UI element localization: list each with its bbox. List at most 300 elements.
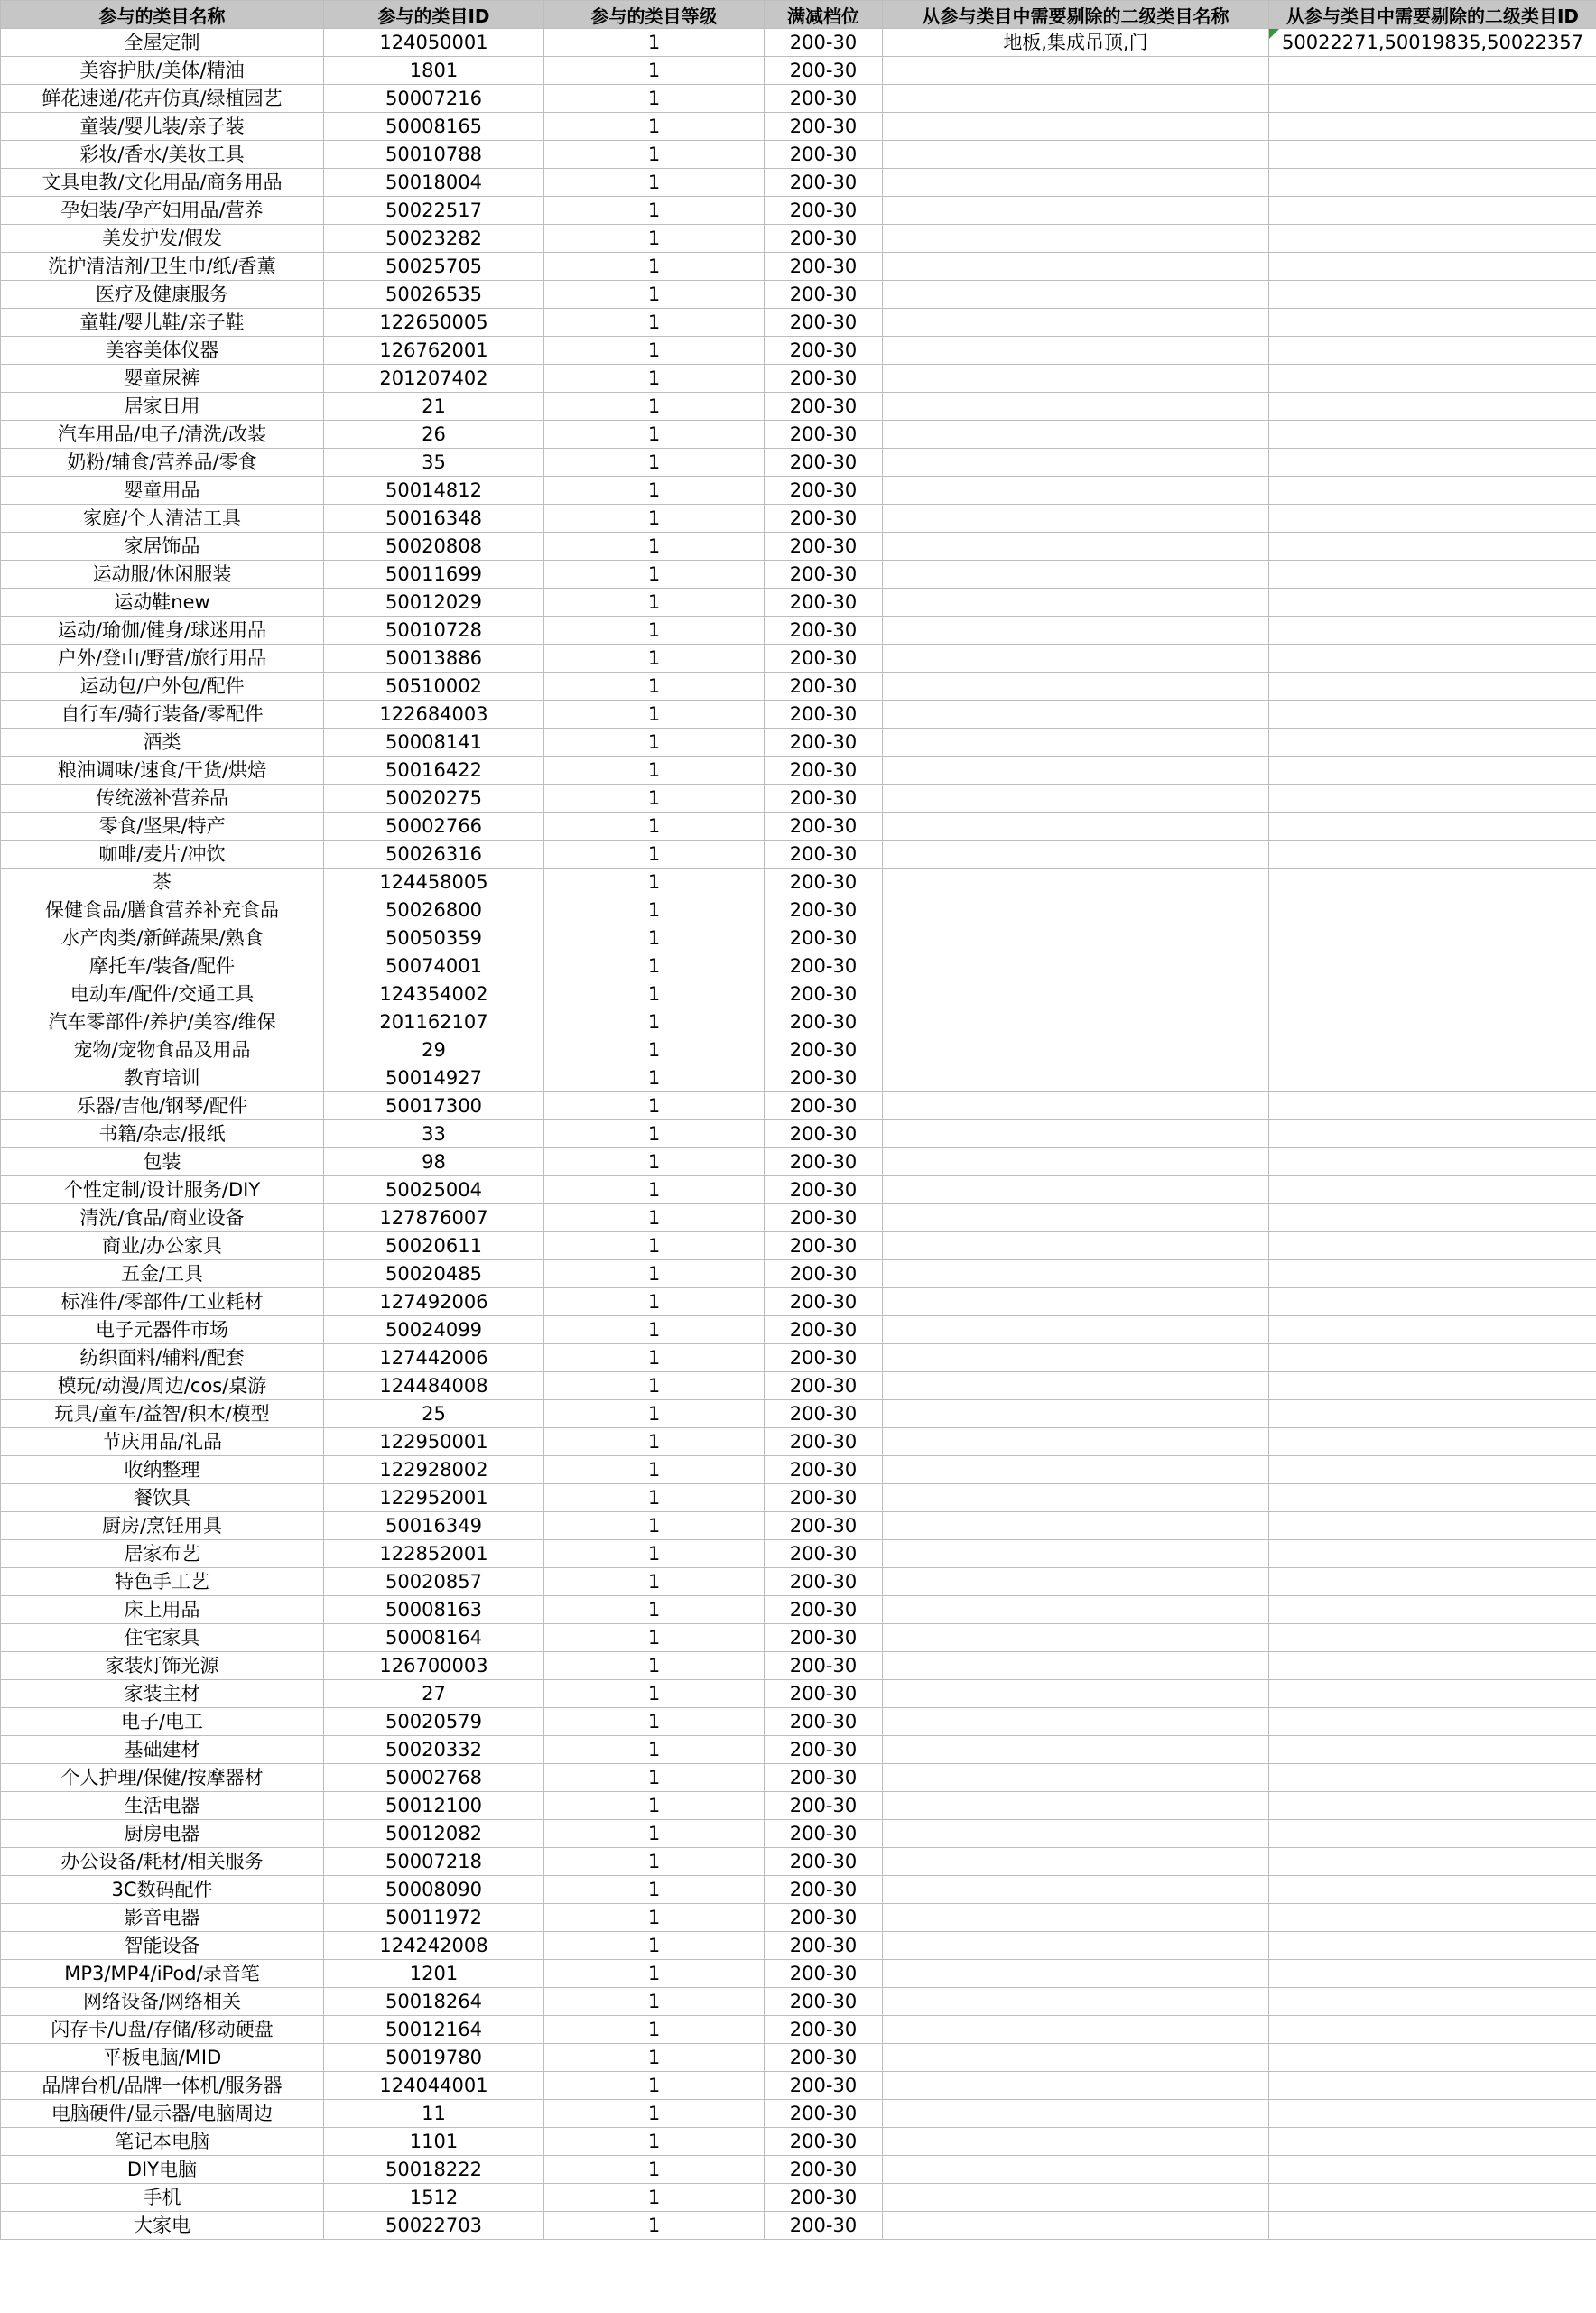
- cell-discount-tier[interactable]: 200-30: [765, 29, 883, 57]
- cell-category-id[interactable]: 50008165: [324, 113, 544, 141]
- cell-excluded-subcategory-id[interactable]: [1269, 2044, 1596, 2072]
- cell-discount-tier[interactable]: 200-30: [765, 924, 883, 952]
- cell-excluded-subcategory-name[interactable]: [883, 477, 1269, 505]
- cell-discount-tier[interactable]: 200-30: [765, 1372, 883, 1400]
- cell-category-level[interactable]: 1: [544, 2128, 765, 2156]
- cell-discount-tier[interactable]: 200-30: [765, 1428, 883, 1456]
- cell-discount-tier[interactable]: 200-30: [765, 1064, 883, 1092]
- cell-category-name[interactable]: 五金/工具: [1, 1260, 324, 1288]
- cell-category-name[interactable]: 电子/电工: [1, 1708, 324, 1736]
- cell-category-level[interactable]: 1: [544, 1036, 765, 1064]
- cell-category-id[interactable]: 122928002: [324, 1456, 544, 1484]
- cell-category-name[interactable]: 品牌台机/品牌一体机/服务器: [1, 2072, 324, 2100]
- cell-category-level[interactable]: 1: [544, 1904, 765, 1932]
- cell-category-id[interactable]: 50050359: [324, 924, 544, 952]
- cell-category-level[interactable]: 1: [544, 1372, 765, 1400]
- cell-category-name[interactable]: 教育培训: [1, 1064, 324, 1092]
- cell-category-id[interactable]: 122950001: [324, 1428, 544, 1456]
- cell-category-level[interactable]: 1: [544, 2072, 765, 2100]
- cell-discount-tier[interactable]: 200-30: [765, 1988, 883, 2016]
- cell-category-name[interactable]: 运动鞋new: [1, 589, 324, 617]
- cell-excluded-subcategory-id[interactable]: [1269, 1876, 1596, 1904]
- cell-excluded-subcategory-name[interactable]: [883, 1260, 1269, 1288]
- cell-category-name[interactable]: 节庆用品/礼品: [1, 1428, 324, 1456]
- cell-discount-tier[interactable]: 200-30: [765, 1764, 883, 1792]
- cell-category-id[interactable]: 50020808: [324, 533, 544, 561]
- cell-category-id[interactable]: 50011699: [324, 561, 544, 589]
- cell-category-level[interactable]: 1: [544, 1120, 765, 1148]
- cell-excluded-subcategory-id[interactable]: [1269, 1204, 1596, 1232]
- cell-excluded-subcategory-id[interactable]: [1269, 1036, 1596, 1064]
- cell-category-name[interactable]: 汽车零部件/养护/美容/维保: [1, 1008, 324, 1036]
- cell-category-level[interactable]: 1: [544, 924, 765, 952]
- cell-excluded-subcategory-name[interactable]: [883, 561, 1269, 589]
- cell-excluded-subcategory-name[interactable]: [883, 57, 1269, 85]
- cell-excluded-subcategory-name[interactable]: [883, 673, 1269, 701]
- cell-excluded-subcategory-name[interactable]: [883, 1960, 1269, 1988]
- cell-category-id[interactable]: 122852001: [324, 1540, 544, 1568]
- cell-excluded-subcategory-name[interactable]: [883, 1456, 1269, 1484]
- cell-category-name[interactable]: 户外/登山/野营/旅行用品: [1, 645, 324, 673]
- cell-category-id[interactable]: 1201: [324, 1960, 544, 1988]
- cell-excluded-subcategory-id[interactable]: [1269, 1596, 1596, 1624]
- cell-excluded-subcategory-name[interactable]: [883, 197, 1269, 225]
- cell-excluded-subcategory-id[interactable]: [1269, 1512, 1596, 1540]
- cell-excluded-subcategory-id[interactable]: [1269, 2212, 1596, 2240]
- cell-category-name[interactable]: 孕妇装/孕产妇用品/营养: [1, 197, 324, 225]
- cell-category-level[interactable]: 1: [544, 1204, 765, 1232]
- cell-category-name[interactable]: 摩托车/装备/配件: [1, 952, 324, 980]
- cell-excluded-subcategory-id[interactable]: [1269, 85, 1596, 113]
- cell-excluded-subcategory-name[interactable]: [883, 365, 1269, 393]
- cell-category-level[interactable]: 1: [544, 337, 765, 365]
- cell-excluded-subcategory-id[interactable]: [1269, 2100, 1596, 2128]
- cell-discount-tier[interactable]: 200-30: [765, 1120, 883, 1148]
- cell-category-name[interactable]: 运动/瑜伽/健身/球迷用品: [1, 617, 324, 645]
- cell-discount-tier[interactable]: 200-30: [765, 477, 883, 505]
- cell-category-name[interactable]: 纺织面料/辅料/配套: [1, 1344, 324, 1372]
- cell-excluded-subcategory-id[interactable]: [1269, 1372, 1596, 1400]
- cell-excluded-subcategory-id[interactable]: [1269, 141, 1596, 169]
- cell-category-id[interactable]: 26: [324, 421, 544, 449]
- cell-excluded-subcategory-name[interactable]: [883, 1316, 1269, 1344]
- header-category-level[interactable]: 参与的类目等级: [544, 1, 765, 29]
- cell-discount-tier[interactable]: 200-30: [765, 449, 883, 477]
- cell-category-id[interactable]: 50019780: [324, 2044, 544, 2072]
- cell-discount-tier[interactable]: 200-30: [765, 1316, 883, 1344]
- cell-category-name[interactable]: 美容美体仪器: [1, 337, 324, 365]
- cell-category-id[interactable]: 21: [324, 393, 544, 421]
- cell-discount-tier[interactable]: 200-30: [765, 1204, 883, 1232]
- cell-category-level[interactable]: 1: [544, 1792, 765, 1820]
- cell-excluded-subcategory-id[interactable]: 50022271,50019835,50022357: [1269, 29, 1596, 57]
- cell-discount-tier[interactable]: 200-30: [765, 701, 883, 729]
- cell-category-name[interactable]: 家装主材: [1, 1680, 324, 1708]
- cell-excluded-subcategory-name[interactable]: [883, 1904, 1269, 1932]
- cell-category-id[interactable]: 50010788: [324, 141, 544, 169]
- cell-excluded-subcategory-id[interactable]: [1269, 1652, 1596, 1680]
- cell-discount-tier[interactable]: 200-30: [765, 757, 883, 785]
- cell-category-id[interactable]: 29: [324, 1036, 544, 1064]
- cell-discount-tier[interactable]: 200-30: [765, 393, 883, 421]
- cell-discount-tier[interactable]: 200-30: [765, 1792, 883, 1820]
- cell-category-level[interactable]: 1: [544, 1540, 765, 1568]
- cell-excluded-subcategory-name[interactable]: [883, 896, 1269, 924]
- header-excluded-subcategory-name[interactable]: 从参与类目中需要剔除的二级类目名称: [883, 1, 1269, 29]
- cell-excluded-subcategory-name[interactable]: [883, 449, 1269, 477]
- cell-excluded-subcategory-name[interactable]: [883, 337, 1269, 365]
- cell-category-id[interactable]: 50012082: [324, 1820, 544, 1848]
- cell-category-name[interactable]: 童装/婴儿装/亲子装: [1, 113, 324, 141]
- cell-discount-tier[interactable]: 200-30: [765, 141, 883, 169]
- cell-category-name[interactable]: 咖啡/麦片/冲饮: [1, 841, 324, 869]
- cell-discount-tier[interactable]: 200-30: [765, 1596, 883, 1624]
- cell-excluded-subcategory-name[interactable]: [883, 1596, 1269, 1624]
- cell-category-id[interactable]: 124458005: [324, 869, 544, 896]
- cell-category-name[interactable]: 汽车用品/电子/清洗/改装: [1, 421, 324, 449]
- cell-category-name[interactable]: 包装: [1, 1148, 324, 1176]
- cell-discount-tier[interactable]: 200-30: [765, 2212, 883, 2240]
- cell-category-level[interactable]: 1: [544, 57, 765, 85]
- cell-category-name[interactable]: 厨房电器: [1, 1820, 324, 1848]
- cell-category-level[interactable]: 1: [544, 1652, 765, 1680]
- cell-category-name[interactable]: 清洗/食品/商业设备: [1, 1204, 324, 1232]
- cell-category-level[interactable]: 1: [544, 1512, 765, 1540]
- cell-category-id[interactable]: 50020579: [324, 1708, 544, 1736]
- cell-category-level[interactable]: 1: [544, 589, 765, 617]
- cell-discount-tier[interactable]: 200-30: [765, 952, 883, 980]
- cell-excluded-subcategory-id[interactable]: [1269, 1960, 1596, 1988]
- cell-excluded-subcategory-id[interactable]: [1269, 1932, 1596, 1960]
- cell-category-id[interactable]: 50026316: [324, 841, 544, 869]
- cell-category-name[interactable]: 零食/坚果/特产: [1, 813, 324, 841]
- cell-excluded-subcategory-id[interactable]: [1269, 1316, 1596, 1344]
- cell-category-name[interactable]: 书籍/杂志/报纸: [1, 1120, 324, 1148]
- cell-excluded-subcategory-id[interactable]: [1269, 952, 1596, 980]
- cell-category-level[interactable]: 1: [544, 813, 765, 841]
- cell-discount-tier[interactable]: 200-30: [765, 589, 883, 617]
- cell-category-name[interactable]: 洗护清洁剂/卫生巾/纸/香薰: [1, 253, 324, 281]
- cell-category-id[interactable]: 50020857: [324, 1568, 544, 1596]
- cell-category-level[interactable]: 1: [544, 1148, 765, 1176]
- cell-discount-tier[interactable]: 200-30: [765, 1036, 883, 1064]
- cell-excluded-subcategory-name[interactable]: [883, 1484, 1269, 1512]
- cell-category-level[interactable]: 1: [544, 1876, 765, 1904]
- cell-excluded-subcategory-id[interactable]: [1269, 2156, 1596, 2184]
- cell-excluded-subcategory-id[interactable]: [1269, 253, 1596, 281]
- cell-excluded-subcategory-name[interactable]: [883, 1400, 1269, 1428]
- cell-category-id[interactable]: 124484008: [324, 1372, 544, 1400]
- cell-excluded-subcategory-id[interactable]: [1269, 421, 1596, 449]
- cell-category-level[interactable]: 1: [544, 757, 765, 785]
- cell-category-level[interactable]: 1: [544, 1484, 765, 1512]
- cell-excluded-subcategory-id[interactable]: [1269, 1008, 1596, 1036]
- cell-excluded-subcategory-id[interactable]: [1269, 673, 1596, 701]
- cell-excluded-subcategory-id[interactable]: [1269, 813, 1596, 841]
- header-discount-tier[interactable]: 满减档位: [765, 1, 883, 29]
- cell-category-id[interactable]: 50012029: [324, 589, 544, 617]
- cell-category-name[interactable]: 电子元器件市场: [1, 1316, 324, 1344]
- cell-discount-tier[interactable]: 200-30: [765, 1932, 883, 1960]
- cell-category-name[interactable]: 大家电: [1, 2212, 324, 2240]
- header-category-name[interactable]: 参与的类目名称: [1, 1, 324, 29]
- cell-category-level[interactable]: 1: [544, 449, 765, 477]
- cell-category-id[interactable]: 50007218: [324, 1848, 544, 1876]
- cell-excluded-subcategory-name[interactable]: [883, 1988, 1269, 2016]
- cell-category-level[interactable]: 1: [544, 673, 765, 701]
- header-excluded-subcategory-id[interactable]: 从参与类目中需要剔除的二级类目ID: [1269, 1, 1596, 29]
- cell-excluded-subcategory-id[interactable]: [1269, 309, 1596, 337]
- cell-excluded-subcategory-id[interactable]: [1269, 113, 1596, 141]
- cell-excluded-subcategory-id[interactable]: [1269, 701, 1596, 729]
- cell-excluded-subcategory-id[interactable]: [1269, 841, 1596, 869]
- cell-category-level[interactable]: 1: [544, 2016, 765, 2044]
- cell-excluded-subcategory-id[interactable]: [1269, 1092, 1596, 1120]
- cell-excluded-subcategory-name[interactable]: [883, 2128, 1269, 2156]
- cell-category-level[interactable]: 1: [544, 2156, 765, 2184]
- cell-category-name[interactable]: 保健食品/膳食营养补充食品: [1, 896, 324, 924]
- cell-excluded-subcategory-name[interactable]: [883, 1540, 1269, 1568]
- cell-category-id[interactable]: 50016422: [324, 757, 544, 785]
- cell-discount-tier[interactable]: 200-30: [765, 1344, 883, 1372]
- cell-excluded-subcategory-id[interactable]: [1269, 1736, 1596, 1764]
- cell-category-id[interactable]: 50026800: [324, 896, 544, 924]
- cell-category-level[interactable]: 1: [544, 1064, 765, 1092]
- cell-category-name[interactable]: 基础建材: [1, 1736, 324, 1764]
- cell-excluded-subcategory-name[interactable]: [883, 2184, 1269, 2212]
- cell-category-level[interactable]: 1: [544, 645, 765, 673]
- cell-category-id[interactable]: 50510002: [324, 673, 544, 701]
- cell-category-name[interactable]: 住宅家具: [1, 1624, 324, 1652]
- cell-category-name[interactable]: 3C数码配件: [1, 1876, 324, 1904]
- cell-discount-tier[interactable]: 200-30: [765, 561, 883, 589]
- cell-category-level[interactable]: 1: [544, 85, 765, 113]
- cell-category-level[interactable]: 1: [544, 1736, 765, 1764]
- cell-excluded-subcategory-name[interactable]: [883, 1120, 1269, 1148]
- cell-category-name[interactable]: 美发护发/假发: [1, 225, 324, 253]
- cell-excluded-subcategory-id[interactable]: [1269, 589, 1596, 617]
- cell-category-level[interactable]: 1: [544, 281, 765, 309]
- cell-excluded-subcategory-name[interactable]: [883, 785, 1269, 813]
- cell-excluded-subcategory-name[interactable]: [883, 1372, 1269, 1400]
- cell-excluded-subcategory-id[interactable]: [1269, 477, 1596, 505]
- cell-discount-tier[interactable]: 200-30: [765, 1652, 883, 1680]
- cell-excluded-subcategory-name[interactable]: [883, 141, 1269, 169]
- cell-excluded-subcategory-name[interactable]: [883, 393, 1269, 421]
- cell-excluded-subcategory-id[interactable]: [1269, 1176, 1596, 1204]
- cell-category-level[interactable]: 1: [544, 1820, 765, 1848]
- cell-category-id[interactable]: 50014812: [324, 477, 544, 505]
- cell-excluded-subcategory-name[interactable]: [883, 169, 1269, 197]
- cell-category-id[interactable]: 122952001: [324, 1484, 544, 1512]
- cell-excluded-subcategory-name[interactable]: [883, 1036, 1269, 1064]
- cell-category-id[interactable]: 33: [324, 1120, 544, 1148]
- cell-category-name[interactable]: 商业/办公家具: [1, 1232, 324, 1260]
- cell-category-level[interactable]: 1: [544, 309, 765, 337]
- cell-excluded-subcategory-id[interactable]: [1269, 980, 1596, 1008]
- cell-excluded-subcategory-id[interactable]: [1269, 1540, 1596, 1568]
- cell-discount-tier[interactable]: 200-30: [765, 1260, 883, 1288]
- cell-excluded-subcategory-name[interactable]: [883, 1708, 1269, 1736]
- cell-category-name[interactable]: 家居饰品: [1, 533, 324, 561]
- cell-discount-tier[interactable]: 200-30: [765, 813, 883, 841]
- cell-excluded-subcategory-name[interactable]: [883, 1512, 1269, 1540]
- cell-category-name[interactable]: 奶粉/辅食/营养品/零食: [1, 449, 324, 477]
- cell-excluded-subcategory-id[interactable]: [1269, 1568, 1596, 1596]
- cell-excluded-subcategory-name[interactable]: [883, 1232, 1269, 1260]
- cell-category-id[interactable]: 50016349: [324, 1512, 544, 1540]
- cell-excluded-subcategory-id[interactable]: [1269, 1680, 1596, 1708]
- cell-category-name[interactable]: 特色手工艺: [1, 1568, 324, 1596]
- cell-excluded-subcategory-name[interactable]: [883, 2044, 1269, 2072]
- cell-category-id[interactable]: 50022703: [324, 2212, 544, 2240]
- cell-category-level[interactable]: 1: [544, 1960, 765, 1988]
- cell-category-level[interactable]: 1: [544, 729, 765, 757]
- cell-category-name[interactable]: 运动服/休闲服装: [1, 561, 324, 589]
- cell-discount-tier[interactable]: 200-30: [765, 169, 883, 197]
- cell-excluded-subcategory-name[interactable]: [883, 1288, 1269, 1316]
- cell-excluded-subcategory-name[interactable]: [883, 924, 1269, 952]
- cell-discount-tier[interactable]: 200-30: [765, 1568, 883, 1596]
- cell-category-name[interactable]: 平板电脑/MID: [1, 2044, 324, 2072]
- cell-excluded-subcategory-id[interactable]: [1269, 1484, 1596, 1512]
- cell-excluded-subcategory-id[interactable]: [1269, 2184, 1596, 2212]
- cell-category-name[interactable]: 鲜花速递/花卉仿真/绿植园艺: [1, 85, 324, 113]
- cell-category-level[interactable]: 1: [544, 1316, 765, 1344]
- cell-category-level[interactable]: 1: [544, 1008, 765, 1036]
- cell-excluded-subcategory-name[interactable]: [883, 85, 1269, 113]
- cell-excluded-subcategory-name[interactable]: [883, 2156, 1269, 2184]
- cell-discount-tier[interactable]: 200-30: [765, 2016, 883, 2044]
- cell-category-level[interactable]: 1: [544, 533, 765, 561]
- cell-category-id[interactable]: 50007216: [324, 85, 544, 113]
- cell-category-name[interactable]: 电脑硬件/显示器/电脑周边: [1, 2100, 324, 2128]
- cell-category-id[interactable]: 50011972: [324, 1904, 544, 1932]
- cell-category-id[interactable]: 124050001: [324, 29, 544, 57]
- cell-excluded-subcategory-name[interactable]: [883, 1764, 1269, 1792]
- cell-category-name[interactable]: 网络设备/网络相关: [1, 1988, 324, 2016]
- cell-category-id[interactable]: 27: [324, 1680, 544, 1708]
- cell-excluded-subcategory-id[interactable]: [1269, 449, 1596, 477]
- cell-category-name[interactable]: 生活电器: [1, 1792, 324, 1820]
- cell-excluded-subcategory-id[interactable]: [1269, 1904, 1596, 1932]
- cell-discount-tier[interactable]: 200-30: [765, 505, 883, 533]
- cell-excluded-subcategory-id[interactable]: [1269, 1148, 1596, 1176]
- cell-discount-tier[interactable]: 200-30: [765, 1876, 883, 1904]
- cell-category-name[interactable]: 文具电教/文化用品/商务用品: [1, 169, 324, 197]
- cell-category-name[interactable]: 智能设备: [1, 1932, 324, 1960]
- cell-excluded-subcategory-id[interactable]: [1269, 729, 1596, 757]
- cell-category-id[interactable]: 50016348: [324, 505, 544, 533]
- cell-category-name[interactable]: 宠物/宠物食品及用品: [1, 1036, 324, 1064]
- cell-category-level[interactable]: 1: [544, 1764, 765, 1792]
- cell-category-level[interactable]: 1: [544, 477, 765, 505]
- cell-category-level[interactable]: 1: [544, 1680, 765, 1708]
- cell-category-level[interactable]: 1: [544, 1568, 765, 1596]
- cell-discount-tier[interactable]: 200-30: [765, 896, 883, 924]
- cell-excluded-subcategory-name[interactable]: [883, 1344, 1269, 1372]
- cell-category-name[interactable]: 电动车/配件/交通工具: [1, 980, 324, 1008]
- cell-excluded-subcategory-name[interactable]: [883, 757, 1269, 785]
- cell-excluded-subcategory-id[interactable]: [1269, 533, 1596, 561]
- cell-discount-tier[interactable]: 200-30: [765, 1456, 883, 1484]
- cell-discount-tier[interactable]: 200-30: [765, 1680, 883, 1708]
- cell-category-name[interactable]: 手机: [1, 2184, 324, 2212]
- cell-excluded-subcategory-name[interactable]: [883, 1932, 1269, 1960]
- cell-excluded-subcategory-name[interactable]: [883, 617, 1269, 645]
- cell-excluded-subcategory-name[interactable]: [883, 589, 1269, 617]
- cell-category-id[interactable]: 35: [324, 449, 544, 477]
- cell-category-id[interactable]: 50008164: [324, 1624, 544, 1652]
- cell-excluded-subcategory-name[interactable]: [883, 869, 1269, 896]
- cell-category-id[interactable]: 50023282: [324, 225, 544, 253]
- cell-category-name[interactable]: 乐器/吉他/钢琴/配件: [1, 1092, 324, 1120]
- cell-excluded-subcategory-name[interactable]: [883, 2100, 1269, 2128]
- cell-category-level[interactable]: 1: [544, 365, 765, 393]
- cell-discount-tier[interactable]: 200-30: [765, 1904, 883, 1932]
- cell-category-name[interactable]: 收纳整理: [1, 1456, 324, 1484]
- cell-excluded-subcategory-name[interactable]: [883, 2212, 1269, 2240]
- cell-excluded-subcategory-name[interactable]: [883, 253, 1269, 281]
- cell-category-id[interactable]: 50020275: [324, 785, 544, 813]
- cell-category-id[interactable]: 50010728: [324, 617, 544, 645]
- cell-excluded-subcategory-id[interactable]: [1269, 1848, 1596, 1876]
- cell-excluded-subcategory-id[interactable]: [1269, 1988, 1596, 2016]
- cell-discount-tier[interactable]: 200-30: [765, 1400, 883, 1428]
- cell-category-name[interactable]: 全屋定制: [1, 29, 324, 57]
- cell-category-id[interactable]: 126762001: [324, 337, 544, 365]
- cell-discount-tier[interactable]: 200-30: [765, 1288, 883, 1316]
- cell-category-id[interactable]: 50025705: [324, 253, 544, 281]
- cell-discount-tier[interactable]: 200-30: [765, 421, 883, 449]
- cell-excluded-subcategory-name[interactable]: [883, 1792, 1269, 1820]
- cell-excluded-subcategory-name[interactable]: [883, 1876, 1269, 1904]
- cell-category-level[interactable]: 1: [544, 253, 765, 281]
- cell-discount-tier[interactable]: 200-30: [765, 869, 883, 896]
- cell-excluded-subcategory-id[interactable]: [1269, 1344, 1596, 1372]
- cell-category-name[interactable]: 笔记本电脑: [1, 2128, 324, 2156]
- cell-category-id[interactable]: 50008090: [324, 1876, 544, 1904]
- cell-discount-tier[interactable]: 200-30: [765, 785, 883, 813]
- cell-excluded-subcategory-id[interactable]: [1269, 365, 1596, 393]
- cell-category-id[interactable]: 50018222: [324, 2156, 544, 2184]
- cell-category-name[interactable]: 美容护肤/美体/精油: [1, 57, 324, 85]
- cell-category-level[interactable]: 1: [544, 421, 765, 449]
- cell-discount-tier[interactable]: 200-30: [765, 85, 883, 113]
- cell-excluded-subcategory-name[interactable]: [883, 309, 1269, 337]
- cell-category-name[interactable]: 家装灯饰光源: [1, 1652, 324, 1680]
- cell-excluded-subcategory-name[interactable]: [883, 1568, 1269, 1596]
- cell-category-name[interactable]: 传统滋补营养品: [1, 785, 324, 813]
- cell-category-level[interactable]: 1: [544, 1092, 765, 1120]
- cell-category-level[interactable]: 1: [544, 896, 765, 924]
- cell-category-name[interactable]: 运动包/户外包/配件: [1, 673, 324, 701]
- cell-discount-tier[interactable]: 200-30: [765, 617, 883, 645]
- cell-category-id[interactable]: 50020611: [324, 1232, 544, 1260]
- cell-category-level[interactable]: 1: [544, 701, 765, 729]
- cell-discount-tier[interactable]: 200-30: [765, 113, 883, 141]
- cell-category-id[interactable]: 1101: [324, 2128, 544, 2156]
- cell-excluded-subcategory-name[interactable]: [883, 1204, 1269, 1232]
- cell-category-id[interactable]: 50018004: [324, 169, 544, 197]
- cell-category-name[interactable]: 影音电器: [1, 1904, 324, 1932]
- cell-category-id[interactable]: 50014927: [324, 1064, 544, 1092]
- cell-excluded-subcategory-id[interactable]: [1269, 561, 1596, 589]
- cell-category-name[interactable]: 婴童用品: [1, 477, 324, 505]
- cell-category-id[interactable]: 1512: [324, 2184, 544, 2212]
- cell-category-name[interactable]: 水产肉类/新鲜蔬果/熟食: [1, 924, 324, 952]
- cell-discount-tier[interactable]: 200-30: [765, 1820, 883, 1848]
